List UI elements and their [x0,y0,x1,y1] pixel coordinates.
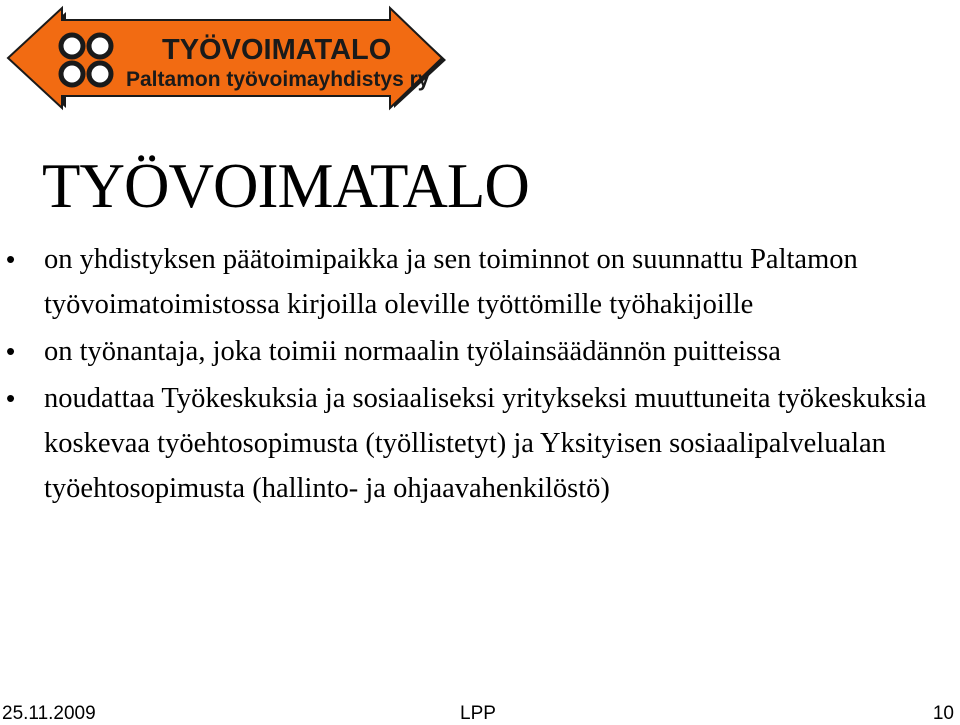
bullet-item [0,237,940,327]
logo-subtitle: Paltamon työvoimayhdistys ry [126,68,430,91]
bullet-list [0,237,940,513]
bullet-item [0,329,940,374]
page-number: 10 [932,703,954,724]
bullet-text: noudattaa Työkeskuksia ja sosiaaliseksi yritykseksi muuttuneita työkeskuksia koskevaa työehtosopimusta (työllistetyt) ja Yksityisen sosiaalipalvelualan työehtosopimusta (hallinto- ja ohjaavahenkilöstö) [44,383,927,504]
bullet-item [0,376,940,511]
bullet-dot: • [6,383,16,413]
bullet-text: on työnantaja, joka toimii normaalin työlainsäädännön puitteissa [44,336,781,367]
slide-title: TYÖVOIMATALO [42,151,529,221]
footer-date: 25.11.2009 [2,703,96,724]
logo-title: TYÖVOIMATALO [162,34,392,66]
bullet-dot: • [6,336,16,366]
slide-footer [0,702,960,725]
bullet-dot: • [6,244,16,274]
bullet-text: on yhdistyksen päätoimipaikka ja sen toiminnot on suunnattu Paltamon työvoimatoimistossa kirjoilla oleville työttömille työhakijoille [44,244,858,320]
logo-graphic [4,4,446,112]
footer-author: LPP [460,703,496,724]
tyovoimatalo-logo [4,4,446,112]
